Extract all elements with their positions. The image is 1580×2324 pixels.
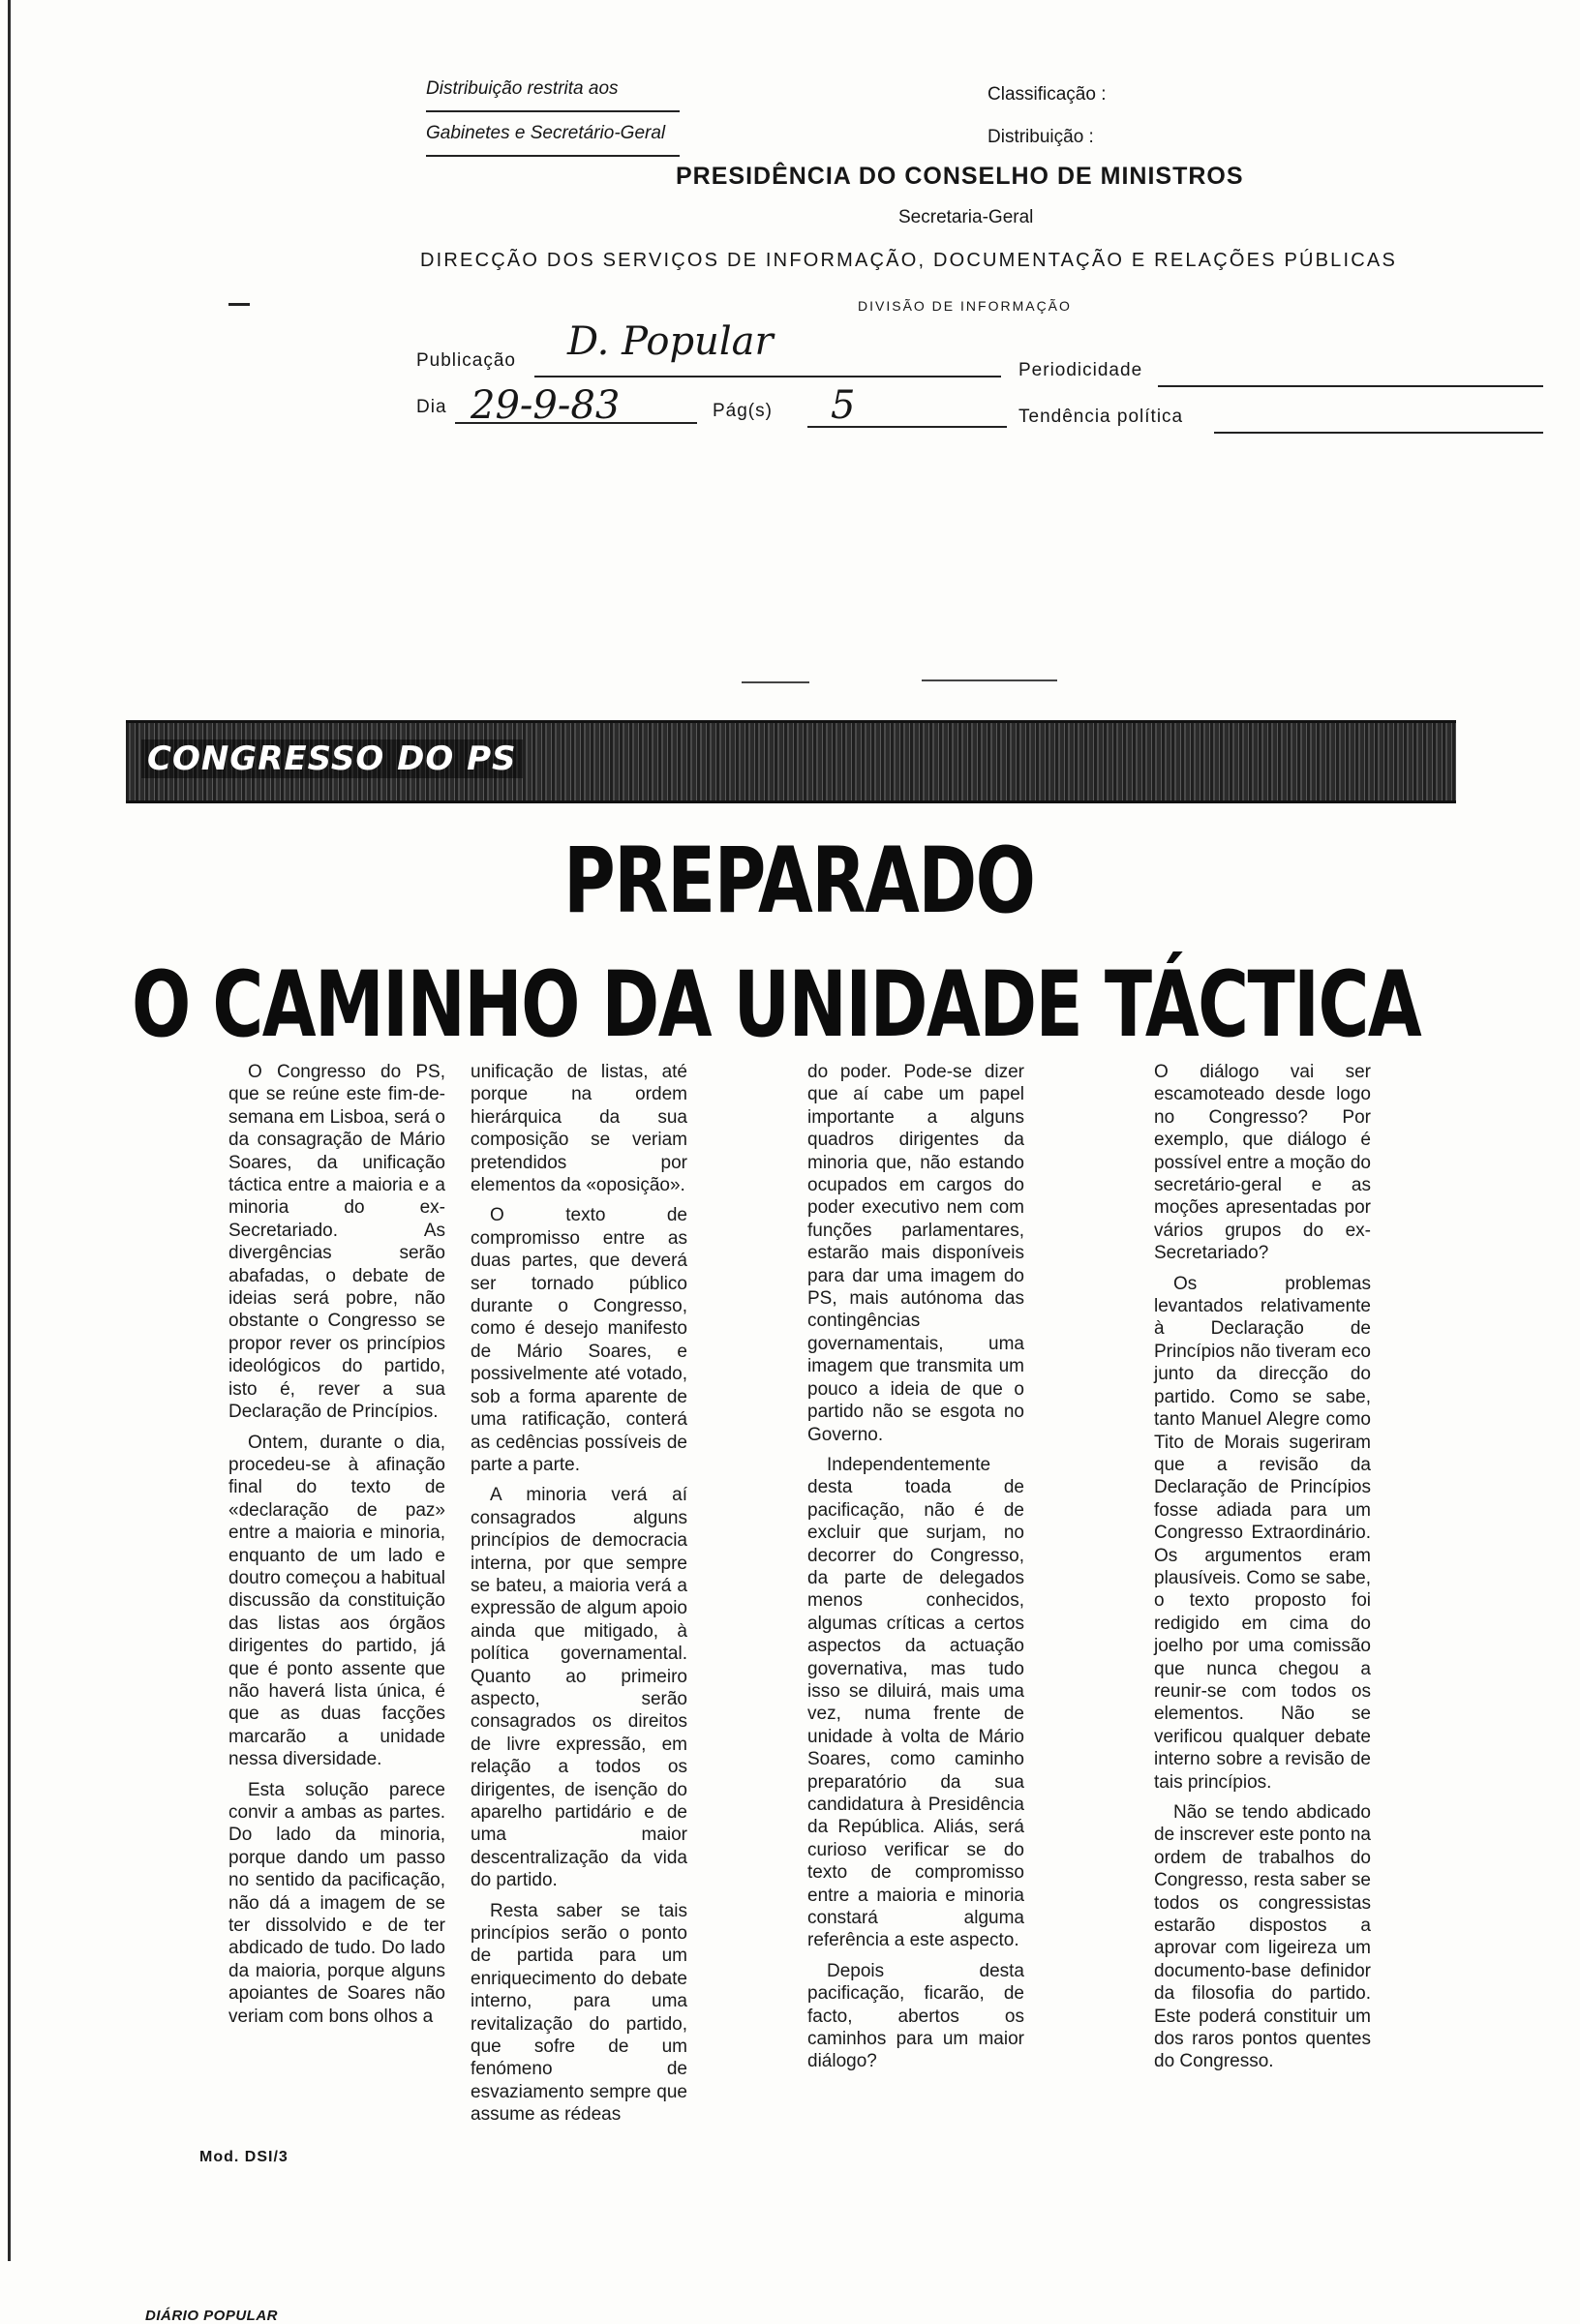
pags-value: 5 (831, 383, 856, 428)
article-column-2 (471, 1061, 687, 2134)
paragraph: unificação de listas, até porque na ordem hierárquica da sua composição se veriam pretendidos por elementos da «oposição». (471, 1062, 687, 1196)
paragraph: Depois desta pacificação, ficarão, de facto, abertos os caminhos para um maior diálogo? (807, 1960, 1024, 2072)
classificacao-label: Classificação : (988, 84, 1107, 105)
paragraph: O diálogo vai ser escamoteado desde logo no Congresso? Por exemplo, que diálogo é possível entre a moção do secretário-geral e as moções apresentadas por vários grupos do ex-Secretariado? (1154, 1062, 1371, 1264)
periodicidade-underline (1158, 385, 1543, 387)
paragraph: Independentemente desta toada de pacificação, não é de excluir que surjam, no decorrer do Congresso, da parte de delegados menos conhecidos, algumas críticas a certos aspectos da actuação governativa, mas tudo isso se diluirá, mais uma vez, numa frente de unidade à volta de Mário Soares, como caminho preparatório da sua candidatura à Presidência da República. Aliás, será curioso verificar se do texto de compromisso entre a maioria e minoria constará alguma referência a este aspecto. (807, 1454, 1024, 1951)
kicker-text: CONGRESSO DO PS (141, 739, 523, 778)
presidencia-title: PRESIDÊNCIA DO CONSELHO DE MINISTROS (676, 163, 1244, 190)
paragraph: do poder. Pode-se dizer que aí cabe um papel importante a alguns quadros dirigentes da minoria que, não estando ocupados em cargos do poder executivo nem com funções parlamentares, estarão mais disponíveis para dar uma imagem do PS, mais autónoma das contingências governamentais, uma imagem que transmita um pouco a ideia de que o partido não se esgota no Governo. (807, 1062, 1024, 1445)
direccao-servicos: DIRECÇÃO DOS SERVIÇOS DE INFORMAÇÃO, DOCUMENTAÇÃO E RELAÇÕES PÚBLICAS (420, 250, 1397, 271)
distribution-line-1: Distribuição restrita aos (426, 68, 680, 112)
article-column-1 (228, 1061, 445, 2036)
paragraph: O Congresso do PS, que se reúne este fim-de-semana em Lisboa, será o da consagração de Mário Soares, da unificação táctica entre a maioria e a minoria do ex-Secretariado. As divergências serão abafadas, o debate de ideias será pobre, não obstante o Congresso se propor rever os princípios ideológicos do partido, isto é, rever a sua Declaração de Princípios. (228, 1062, 445, 1423)
dia-label: Dia (416, 397, 447, 417)
paragraph: Os problemas levantados relativamente à Declaração de Princípios não tiveram eco junto da direcção do partido. Como se sabe, tanto Manuel Alegre como Tito de Morais sugeriram que a revisão da Declaração de Princípios fosse adiada para um Congresso Extraordinário. Os argumentos eram plausíveis. Como se sabe, o texto proposto foi redigido em cima do joelho por uma comissão que nunca chegou a reunir-se com todos os elementos. Não se verificou qualquer debate interno sobre a revisão de tais princípios. (1154, 1273, 1371, 1793)
tendencia-underline (1214, 432, 1543, 434)
dia-value: 29-9-83 (471, 383, 621, 428)
publicacao-label: Publicação (416, 350, 516, 371)
paragraph: Resta saber se tais princípios serão o ponto de partida para um enriquecimento do debate interno, para uma revitalização do partido, que sofre de um fenómeno de esvaziamento sempre que assume as rédeas (471, 1900, 687, 2126)
tendencia-label: Tendência política (1018, 407, 1184, 427)
publicacao-value: D. Popular (567, 319, 774, 364)
publicacao-underline (534, 376, 1001, 377)
scan-edge-line (8, 0, 11, 2261)
paragraph: Esta solução parece convir a ambas as partes. Do lado da minoria, porque dando um passo no sentido da pacificação, não dá a imagem de se ter dissolvido e de ter abdicado de tudo. Do lado da maioria, porque alguns apoiantes de Soares não veriam com bons olhos a (228, 1779, 445, 2027)
margin-dash (228, 303, 250, 306)
paragraph: Ontem, durante o dia, procedeu-se à afinação final do texto de «declaração de paz» entre a maioria e minoria, enquanto de um lado e doutro começou a habitual discussão da constituição das listas aos órgãos dirigentes do partido, já que é ponto assente que não haverá lista única, é que as duas facções marcarão a unidade nessa diversidade. (228, 1432, 445, 1770)
headline-line-2: O CAMINHO DA UNIDADE TÁCTICA (132, 952, 1421, 1058)
publication-footer: DIÁRIO POPULAR (145, 2308, 279, 2324)
paragraph: O texto de compromisso entre as duas partes, que deverá ser tornado público durante o Congresso, como é desejo manifesto de Mário Soares, e possivelmente até votado, sob a forma aparente de uma ratificação, conterá as cedências possíveis de parte a parte. (471, 1205, 687, 1475)
scan-line-right (922, 679, 1057, 681)
headline-line-1: PREPARADO (563, 829, 1035, 934)
paragraph: A minoria verá aí consagrados alguns princípios de democracia interna, por que sempre se bateu, a maioria verá a expressão de algum apoio ainda que mitigado, à política governamental. Quanto ao primeiro aspecto, serão consagrados os direitos de livre expressão, em relação a todos os dirigentes, de isenção do aparelho partidário e de uma maior descentralização da vida do partido. (471, 1485, 687, 1891)
dia-underline (455, 422, 697, 424)
distribution-note (426, 68, 680, 157)
form-code: Mod. DSI/3 (199, 2149, 289, 2165)
divisao-informacao: DIVISÃO DE INFORMAÇÃO (858, 298, 1072, 314)
distribution-line-2: Gabinetes e Secretário-Geral (426, 112, 680, 157)
periodicidade-label: Periodicidade (1018, 360, 1143, 380)
distribuicao-label: Distribuição : (988, 127, 1094, 147)
article-column-4 (1154, 1061, 1371, 2081)
paragraph: Não se tendo abdicado de inscrever este ponto na ordem de trabalhos do Congresso, resta saber se todos os congressistas estarão dispostos a aprovar com ligeireza um documento-base definidor da filosofia do partido. Este poderá constituir um dos raros pontos quentes do Congresso. (1154, 1802, 1371, 2072)
pags-underline (807, 426, 1007, 428)
article-column-3 (807, 1061, 1024, 2081)
scan-line-left (742, 681, 809, 683)
secretaria-geral: Secretaria-Geral (898, 207, 1034, 227)
classification-block (988, 74, 1107, 159)
pags-label: Pág(s) (713, 401, 773, 421)
